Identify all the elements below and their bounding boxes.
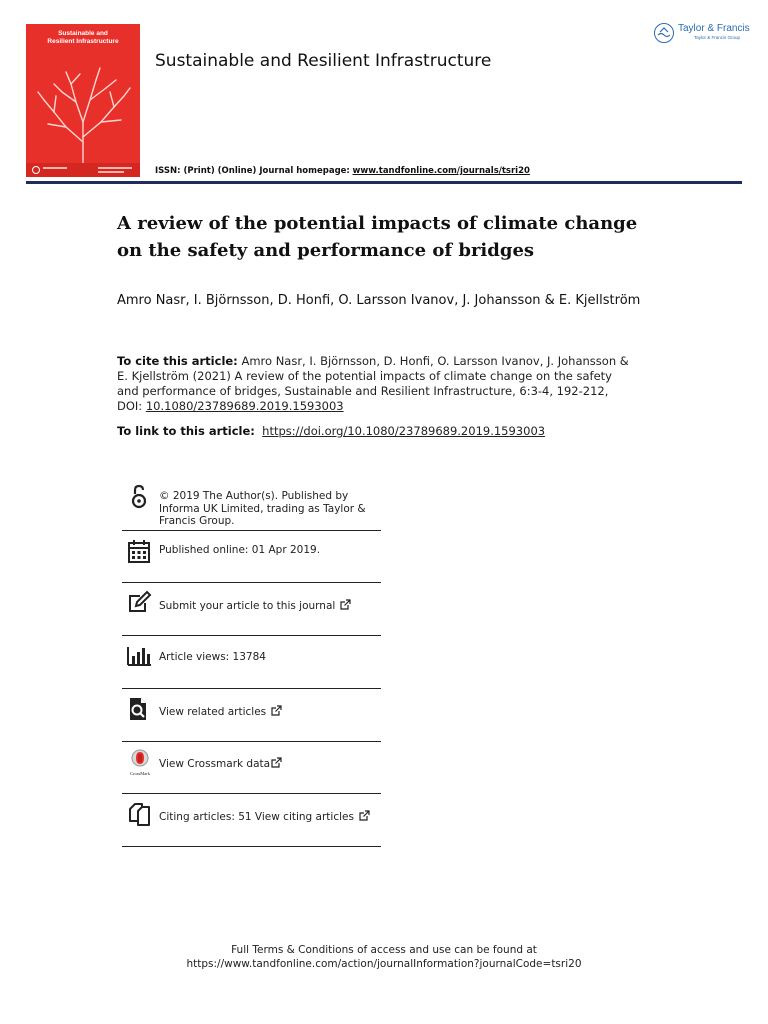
cover-publisher-logo bbox=[32, 166, 40, 174]
header-rule bbox=[26, 181, 742, 184]
external-link-icon bbox=[271, 705, 282, 716]
license-row bbox=[122, 484, 381, 530]
journal-homepage-link[interactable]: www.tandfonline.com/journals/tsri20 bbox=[352, 166, 530, 176]
divider bbox=[122, 688, 381, 689]
article-authors: Amro Nasr, I. Björnsson, D. Honfi, O. Larsson Ivanov, J. Johansson & E. Kjellström bbox=[117, 293, 641, 308]
bar-chart-icon bbox=[126, 643, 152, 669]
link-label: To link to this article: bbox=[117, 424, 255, 438]
search-document-icon bbox=[126, 696, 152, 722]
divider bbox=[122, 793, 381, 794]
crossmark-row[interactable] bbox=[122, 747, 381, 793]
article-views-row bbox=[122, 641, 381, 687]
submit-article-row[interactable] bbox=[122, 588, 381, 634]
footer-terms-text: Full Terms & Conditions of access and use can be found at bbox=[231, 944, 537, 956]
crossmark-link[interactable]: View Crossmark data bbox=[159, 758, 271, 770]
article-views: Article views: 13784 bbox=[159, 651, 266, 663]
taylor-francis-icon bbox=[654, 23, 674, 43]
article-title: A review of the potential impacts of climate change on the safety and performance of bridges bbox=[117, 213, 638, 261]
footer-terms-link[interactable]: https://www.tandfonline.com/action/journalInformation?journalCode=tsri20 bbox=[186, 958, 582, 970]
issn-line bbox=[155, 166, 530, 176]
publisher-name: Taylor & Francis bbox=[678, 23, 750, 34]
external-link-icon bbox=[340, 599, 351, 610]
crossmark-icon bbox=[126, 749, 154, 775]
external-link-icon bbox=[271, 757, 282, 768]
edit-icon bbox=[126, 590, 152, 616]
divider bbox=[122, 741, 381, 742]
published-row bbox=[122, 536, 381, 582]
divider bbox=[122, 635, 381, 636]
issn-label: ISSN: (Print) (Online) Journal homepage: bbox=[155, 166, 350, 176]
taylor-francis-logo[interactable] bbox=[654, 22, 750, 44]
published-date: Published online: 01 Apr 2019. bbox=[159, 544, 321, 556]
calendar-icon bbox=[126, 538, 152, 564]
license-text: © 2019 The Author(s). Published by Informa UK Limited, trading as Taylor & Francis Group. bbox=[159, 490, 366, 527]
divider bbox=[122, 846, 381, 847]
cover-title: Sustainable and Resilient Infrastructure bbox=[47, 30, 119, 45]
cite-text: Amro Nasr, I. Björnsson, D. Honfi, O. Larsson Ivanov, J. Johansson & E. Kjellström (2021) A review of the potential impacts of climate change on the safety and performance of bridges, Sustainable and Resilient Infrastructure, 6:3-4, 192-212, DOI: bbox=[117, 354, 629, 413]
related-articles-row[interactable] bbox=[122, 694, 381, 740]
tree-illustration bbox=[26, 52, 140, 167]
publisher-group: Taylor & Francis Group bbox=[694, 35, 741, 40]
divider bbox=[122, 530, 381, 531]
journal-cover-image[interactable] bbox=[26, 24, 140, 177]
divider bbox=[122, 582, 381, 583]
external-link-icon bbox=[359, 810, 370, 821]
open-access-icon bbox=[126, 484, 152, 510]
citing-articles-icon bbox=[126, 801, 152, 827]
article-link-block bbox=[117, 424, 629, 439]
citing-articles-link[interactable]: Citing articles: 51 View citing articles bbox=[159, 811, 354, 823]
citing-articles-row[interactable] bbox=[122, 799, 381, 845]
cite-label: To cite this article: bbox=[117, 354, 238, 368]
related-articles-link[interactable]: View related articles bbox=[159, 706, 267, 718]
cover-footer bbox=[26, 163, 140, 177]
crossmark-caption: CrossMark bbox=[130, 771, 150, 776]
journal-name: Sustainable and Resilient Infrastructure bbox=[155, 51, 492, 71]
citation-block bbox=[117, 354, 629, 414]
cite-doi-link[interactable]: 10.1080/23789689.2019.1593003 bbox=[145, 399, 344, 413]
article-doi-link[interactable]: https://doi.org/10.1080/23789689.2019.1593003 bbox=[262, 424, 546, 438]
submit-article-link[interactable]: Submit your article to this journal bbox=[159, 600, 336, 612]
